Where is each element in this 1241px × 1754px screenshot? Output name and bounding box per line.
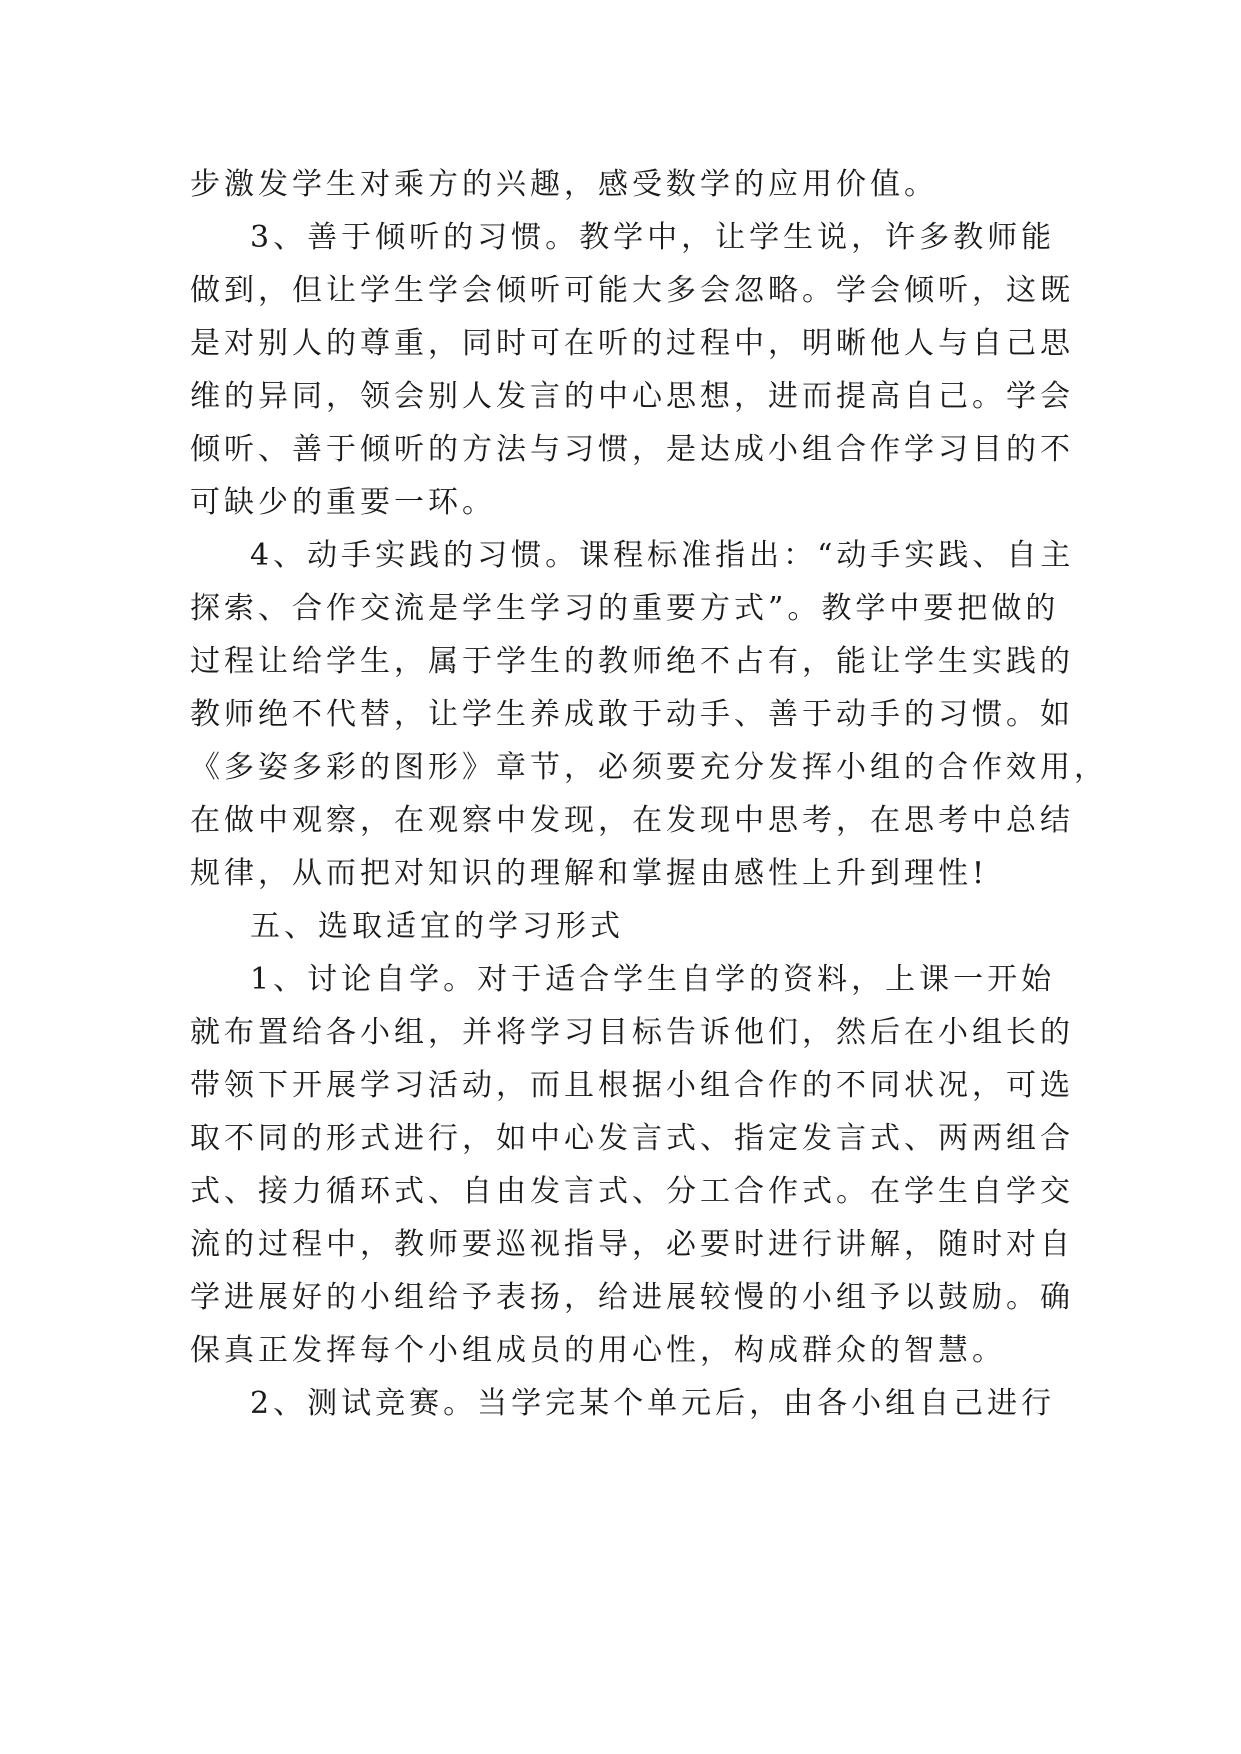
- text-line: 取不同的形式进行，如中心发言式、指定发言式、两两组合: [190, 1121, 1074, 1156]
- text-line: 学进展好的小组给予表扬，给进展较慢的小组予以鼓励。确: [190, 1280, 1074, 1315]
- text-line: 规律，从而把对知识的理解和掌握由感性上升到理性!: [190, 856, 989, 891]
- text-line: 过程让给学生，属于学生的教师绝不占有，能让学生实践的: [190, 644, 1074, 679]
- text-line: 式、接力循环式、自由发言式、分工合作式。在学生自学交: [190, 1174, 1074, 1209]
- body-text: [190, 158, 1108, 1430]
- text-line: 带领下开展学习活动，而且根据小组合作的不同状况，可选: [190, 1068, 1074, 1103]
- text-line: 3、善于倾听的习惯。教学中，让学生说，许多教师能: [250, 220, 1056, 255]
- text-line: 2、测试竞赛。当学完某个单元后，由各小组自己进行: [250, 1386, 1056, 1421]
- text-line: 流的过程中，教师要巡视指导，必要时进行讲解，随时对自: [190, 1227, 1074, 1262]
- text-line: 4、动手实践的习惯。课程标准指出：“动手实践、自主: [250, 538, 1075, 573]
- section-heading: 五、选取适宜的学习形式: [250, 909, 624, 944]
- text-line: 倾听、善于倾听的方法与习惯，是达成小组合作学习目的不: [190, 432, 1074, 467]
- text-line: 步激发学生对乘方的兴趣，感受数学的应用价值。: [190, 167, 938, 202]
- text-line: 在做中观察，在观察中发现，在发现中思考，在思考中总结: [190, 803, 1074, 838]
- text-line: 维的异同，领会别人发言的中心思想，进而提高自己。学会: [190, 379, 1074, 414]
- text-line: 可缺少的重要一环。: [190, 485, 496, 520]
- text-line: 1、讨论自学。对于适合学生自学的资料，上课一开始: [250, 962, 1056, 997]
- text-line: 《多姿多彩的图形》章节，必须要充分发挥小组的合作效用，: [190, 750, 1108, 785]
- text-line: 是对别人的尊重，同时可在听的过程中，明晰他人与自己思: [190, 326, 1074, 361]
- text-line: 保真正发挥每个小组成员的用心性，构成群众的智慧。: [190, 1333, 1006, 1368]
- text-line: 教师绝不代替，让学生养成敢于动手、善于动手的习惯。如: [190, 697, 1074, 732]
- text-line: 就布置给各小组，并将学习目标告诉他们，然后在小组长的: [190, 1015, 1074, 1050]
- text-line: 做到，但让学生学会倾听可能大多会忽略。学会倾听，这既: [190, 273, 1074, 308]
- text-line: 探索、合作交流是学生学习的重要方式”。教学中要把做的: [190, 591, 1060, 626]
